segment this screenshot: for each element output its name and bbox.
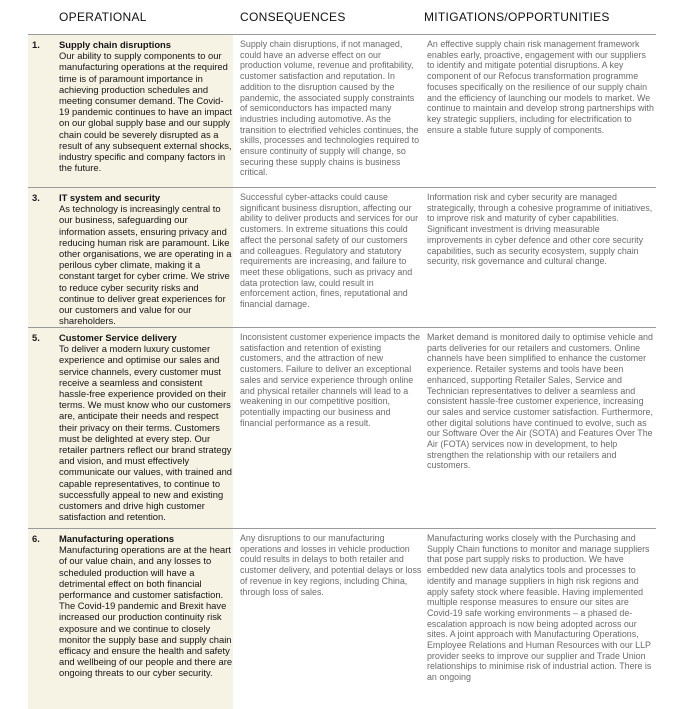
- risk-table: [28, 0, 656, 709]
- table-header: [28, 0, 656, 35]
- risk-title: Customer Service delivery: [59, 332, 177, 343]
- risk-row-manufacturing: [28, 529, 656, 709]
- mitigations-cell: An effective supply chain risk management framework enables early, proactive, engagement with our suppliers to identify and mitigate potential disruptions. A key component of our Refocus transformation programme focuses specifically on the resilience of our supply chain and the efficiency of launching our models to market. We continue to maintain and develop strong partnerships with key strategic suppliers, including for electrification to ensure a stable future supply of components.: [427, 39, 654, 135]
- risk-title: Supply chain disruptions: [59, 39, 171, 50]
- risk-row-customer-service: [28, 328, 656, 529]
- operational-cell: [28, 188, 233, 327]
- risk-title: IT system and security: [59, 192, 161, 203]
- consequences-cell: Supply chain disruptions, if not managed, could have an adverse effect on our production volume, revenue and profitability, customer satisfaction and reputation. In addition to the disruption caused by the pandemic, the associated supply constraints of semiconductors has impacted many industries including automotive. As the transition to electrified vehicles continues, the skills, processes and technologies required to ensure continuity of supply will change, so securing these supply chains is business critical.: [240, 39, 420, 178]
- risk-number: 6.: [32, 533, 40, 544]
- operational-cell: [28, 529, 233, 709]
- risk-number: 5.: [32, 332, 40, 343]
- risk-number: 3.: [32, 192, 40, 203]
- operational-cell: [28, 35, 233, 187]
- header-mitigations: MITIGATIONS/OPPORTUNITIES: [424, 10, 610, 24]
- header-operational: OPERATIONAL: [59, 10, 147, 24]
- risk-description: Our ability to supply components to our manufacturing operations at the required time is of paramount importance in achieving production schedules and meeting consumer demand. The Covid-19 pandemic continues to have an impact on our global supply base and our supply chain could be severely disrupted as a result of any subsequent external shocks, industry specific and company factors in the future.: [59, 50, 233, 174]
- operational-cell: [28, 328, 233, 528]
- risk-row-supply-chain: [28, 35, 656, 188]
- risk-description: To deliver a modern luxury customer experience and optimise our sales and service channels, every customer must receive a seamless and consistent hassle-free experience provided on their terms. We must know who our customers are, anticipate their needs and respect their privacy on their terms. Customers must be delighted at every step. Our retailer partners reflect our brand strategy and vision, and must effectively communicate our values, with trained and capable representatives, to continue to successfully appeal to new and existing customers and drive high customer satisfaction and retention.: [59, 343, 233, 523]
- mitigations-cell: Manufacturing works closely with the Purchasing and Supply Chain functions to monitor and manage suppliers that pose part supply risks to production. We have embedded new data analytics tools and processes to identify and manage suppliers in high risk regions and apply safety stock where feasible. Having implemented multiple response measures to ensure our sites are Covid-19 safe working environments – a phased de-escalation approach is now being adopted across our sites. A joint approach with Manufacturing Operations, Employee Relations and Human Resources with our LLP provider seeks to improve our supplier and Trade Union relationships to minimise risk of industrial action. There is an ongoing: [427, 533, 652, 683]
- risk-description: Manufacturing operations are at the heart of our value chain, and any losses to scheduled production will have a detrimental effect on both financial performance and customer satisfaction. The Covid-19 pandemic and Brexit have increased our production continuity risk exposure and we continue to closely monitor the supply base and supply chain efficacy and ensure the health and safety and wellbeing of our people and there are ongoing threats to our cyber security.: [59, 544, 233, 679]
- risk-number: 1.: [32, 39, 40, 50]
- header-consequences: CONSEQUENCES: [240, 10, 346, 24]
- mitigations-cell: Market demand is monitored daily to optimise vehicle and parts deliveries for our retailers and customers. Online channels have been simplified to enhance the customer experience. Retailer systems and tools have been enhanced, supporting Retailer Sales, Service and Technician representatives to deliver a seamless and consistent hassle-free customer experience, increasing our sales and service customer satisfaction. Furthermore, other digital solutions have continued to evolve, such as our Software Over the Air (SOTA) and Features Over The Air (FOTA) services now in development, to help strengthen the relationship with our retailers and customers.: [427, 332, 653, 471]
- consequences-cell: Inconsistent customer experience impacts the satisfaction and retention of existing customers, and the attraction of new customers. Failure to deliver an exceptional sales and service experience through online and physical retailer channels will lead to a weakening in our competitive position, potentially impacting our business and financial performance as a result.: [240, 332, 421, 428]
- risk-description: As technology is increasingly central to our business, safeguarding our information assets, ensuring privacy and reducing human risk are paramount. Like other organisations, we are operating in a perilous cyber climate, making it a constant target for cyber crime. We strive to reduce cyber security risks and continue to deliver great experiences for our customers and value for our shareholders.: [59, 203, 232, 327]
- consequences-cell: Any disruptions to our manufacturing operations and losses in vehicle production could results in delays to both retailer and customer delivery, and potential delays or loss of revenue in key regions, including China, through loss of sales.: [240, 533, 422, 597]
- consequences-cell: Successful cyber-attacks could cause significant business disruption, affecting our ability to deliver products and services for our customers. In extreme situations this could affect the personal safety of our customers and colleagues. Regulatory and statutory requirements are increasing, and failure to meet these obligations, such as privacy and data protection law, could result in enforcement action, fines, reputational and financial damage.: [240, 192, 419, 310]
- risk-title: Manufacturing operations: [59, 533, 175, 544]
- mitigations-cell: Information risk and cyber security are managed strategically, through a cohesive programme of initiatives, to improve risk and maturity of cyber capabilities. Significant investment is driving measurable improvements in cyber defence and other core security capabilities, such as security ecosystem, supply chain security, risk governance and cultural change.: [427, 192, 653, 267]
- risk-row-it-security: [28, 188, 656, 328]
